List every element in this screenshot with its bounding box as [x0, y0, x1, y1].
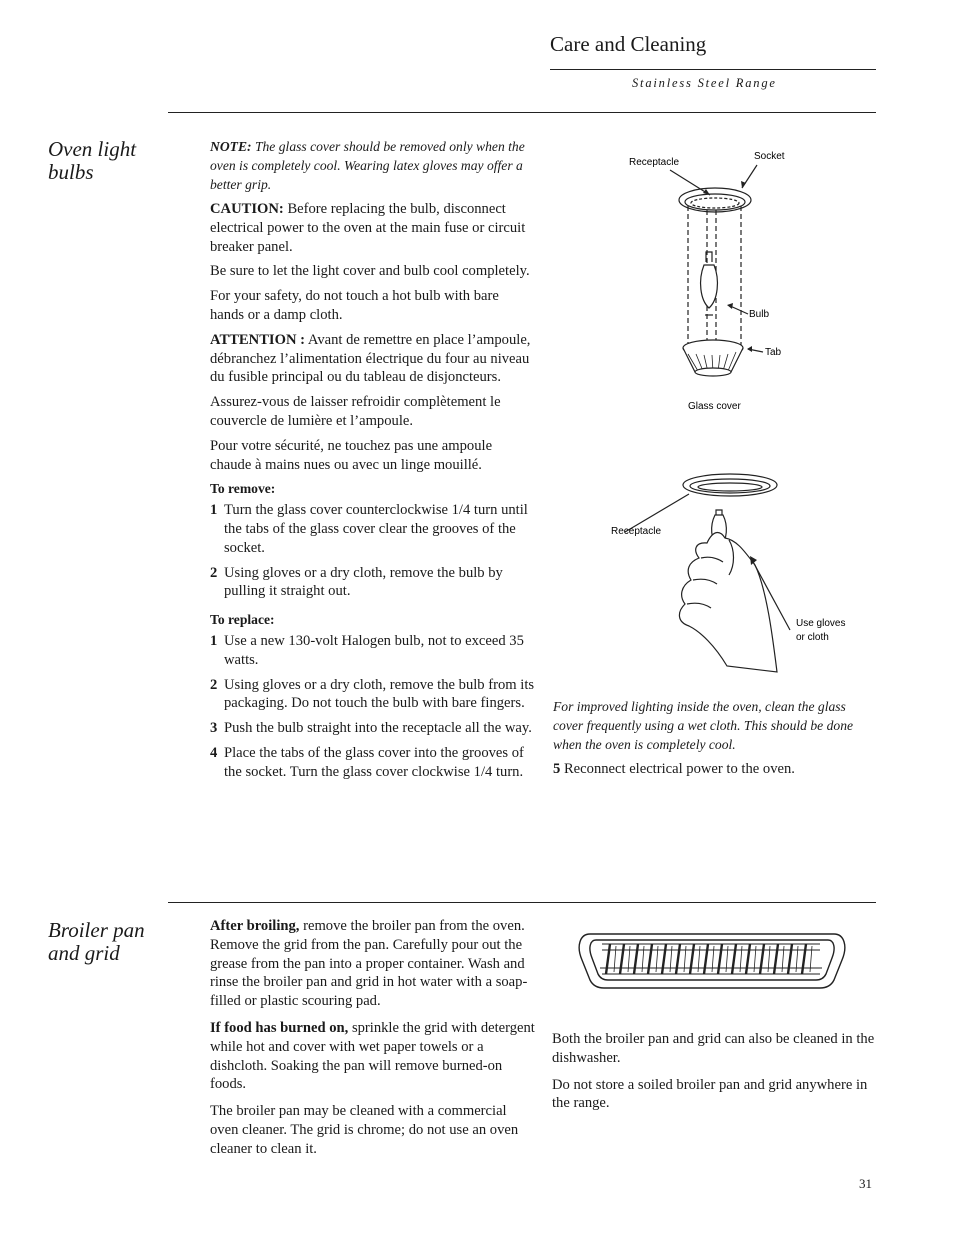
- remove-heading: To remove:: [210, 481, 276, 497]
- attention-paragraph: [210, 331, 536, 387]
- step-text: Reconnect electrical power to the oven.: [563, 761, 795, 777]
- after-broiling-label: After broiling,: [210, 918, 300, 934]
- page-number: 31: [859, 1176, 872, 1191]
- cleaner-paragraph: The broiler pan may be cleaned with a commercial oven cleaner. The grid is chrome; do not use an oven cleaner to clean it.: [210, 1103, 519, 1157]
- gloves-label: or cloth: [796, 632, 829, 643]
- step-number: 2: [210, 564, 218, 581]
- list-item: [210, 501, 536, 557]
- broiler-pan-diagram: [576, 928, 848, 992]
- bulb-icon: [701, 265, 718, 308]
- after-broiling-paragraph: [210, 917, 536, 1011]
- section-title-line: Oven light: [48, 137, 137, 161]
- list-item: [210, 676, 536, 714]
- receptacle-label: Receptacle: [611, 526, 662, 537]
- section-title-line: bulbs: [48, 160, 94, 184]
- caution-paragraph: [210, 200, 536, 256]
- page-subtitle: Stainless Steel Range: [632, 76, 777, 90]
- cool-paragraph: Be sure to let the light cover and bulb cool completely.: [210, 263, 530, 280]
- attention-label: ATTENTION :: [210, 331, 306, 348]
- note-label: NOTE:: [210, 139, 252, 154]
- step-number: 5: [553, 761, 561, 777]
- fr-safety-paragraph: Pour votre sécurité, ne touchez pas une ampoule chaude à mains nues ou avec un linge mouillé.: [210, 437, 493, 473]
- oven-light-tip-column: [553, 697, 878, 785]
- step-text: Using gloves or a dry cloth, remove the bulb from its packaging. Do not touch the bulb with bare fingers.: [224, 676, 535, 712]
- caution-text: Before replacing the bulb, disconnect electrical power to the oven at the main fuse or circuit breaker panel.: [210, 201, 526, 255]
- bulb-assembly-diagram: [600, 140, 820, 430]
- fr-cool-paragraph: Assurez-vous de laisser refroidir complètement le couvercle de lumière et l’ampoule.: [210, 394, 501, 429]
- remove-steps-list: [210, 501, 536, 601]
- step-text: Turn the glass cover counterclockwise 1/4 turn until the tabs of the glass cover clear the grooves of the socket.: [224, 502, 528, 556]
- attention-text: Avant de remettre en place l’ampoule, débranchez l’alimentation électrique du four au niveau du fusible principal ou du tableau de disjoncteurs.: [210, 331, 531, 386]
- socket-label: Socket: [754, 151, 785, 162]
- caution-label: CAUTION:: [210, 201, 284, 217]
- section-title-broiler: [48, 919, 145, 965]
- step-number: 2: [210, 676, 218, 693]
- hand-icon: [679, 533, 777, 672]
- after-broiling-text: remove the broiler pan from the oven. Remove the grid from the pan. Carefully pour out the grease from the pan into a proper container. Wash and rinse the broiler pan and grid in hot water with a soap-filled or plastic scouring pad.: [210, 918, 528, 1010]
- step-text: Place the tabs of the glass cover into the grooves of the socket. Turn the glass cover clockwise 1/4 turn.: [224, 744, 524, 780]
- step5-paragraph: [553, 760, 878, 779]
- section-title-line: Broiler pan: [48, 918, 145, 942]
- broiler-right-column: [552, 1030, 878, 1119]
- glass-cover-label: Glass cover: [688, 401, 741, 412]
- step-text: Using gloves or a dry cloth, remove the bulb by pulling it straight out.: [224, 564, 503, 600]
- gloves-label: Use gloves: [796, 618, 846, 629]
- safety-paragraph: For your safety, do not touch a hot bulb with bare hands or a damp cloth.: [210, 288, 499, 323]
- replace-steps-list: [210, 632, 536, 782]
- dishwasher-paragraph: Both the broiler pan and grid can also be cleaned in the dishwasher.: [552, 1031, 875, 1066]
- burned-on-text: sprinkle the grid with detergent while hot and cover with wet paper towels or a dishcloth. Soaking the pan will remove burned-on foods.: [210, 1019, 535, 1093]
- step-text: Use a new 130-volt Halogen bulb, not to exceed 35 watts.: [224, 632, 524, 668]
- oven-light-text-column: [210, 137, 536, 788]
- list-item: [210, 564, 536, 602]
- replace-heading: To replace:: [210, 612, 275, 628]
- bulb-label: Bulb: [749, 309, 770, 320]
- step-text: Push the bulb straight into the receptacle all the way.: [224, 720, 532, 737]
- list-item: [210, 719, 536, 738]
- section-title-oven-light: [48, 138, 136, 184]
- step-number: 3: [210, 720, 218, 737]
- step-number: 1: [210, 502, 218, 519]
- tip-paragraph: For improved lighting inside the oven, clean the glass cover frequently using a wet cloth. This should be done when the oven is completely cool.: [553, 699, 854, 752]
- note-text: The glass cover should be removed only when the oven is completely cool. Wearing latex gloves may offer a better grip.: [210, 139, 525, 192]
- section-divider: [168, 902, 876, 903]
- step-number: 1: [210, 632, 218, 649]
- header-divider: [168, 112, 876, 113]
- page-title: Care and Cleaning: [550, 32, 707, 56]
- bulb-removal-diagram: [605, 470, 855, 685]
- burned-on-paragraph: [210, 1019, 536, 1094]
- tab-label: Tab: [765, 347, 782, 358]
- step-number: 4: [210, 744, 218, 761]
- broiler-text-column: [210, 917, 536, 1165]
- list-item: [210, 744, 536, 782]
- receptacle-label: Receptacle: [629, 157, 680, 168]
- section-title-line: and grid: [48, 941, 120, 965]
- list-item: [210, 632, 536, 670]
- note-paragraph: [210, 137, 536, 194]
- burned-on-label: If food has burned on,: [210, 1019, 349, 1036]
- store-paragraph: Do not store a soiled broiler pan and grid anywhere in the range.: [552, 1076, 868, 1112]
- header-rule: [550, 69, 876, 70]
